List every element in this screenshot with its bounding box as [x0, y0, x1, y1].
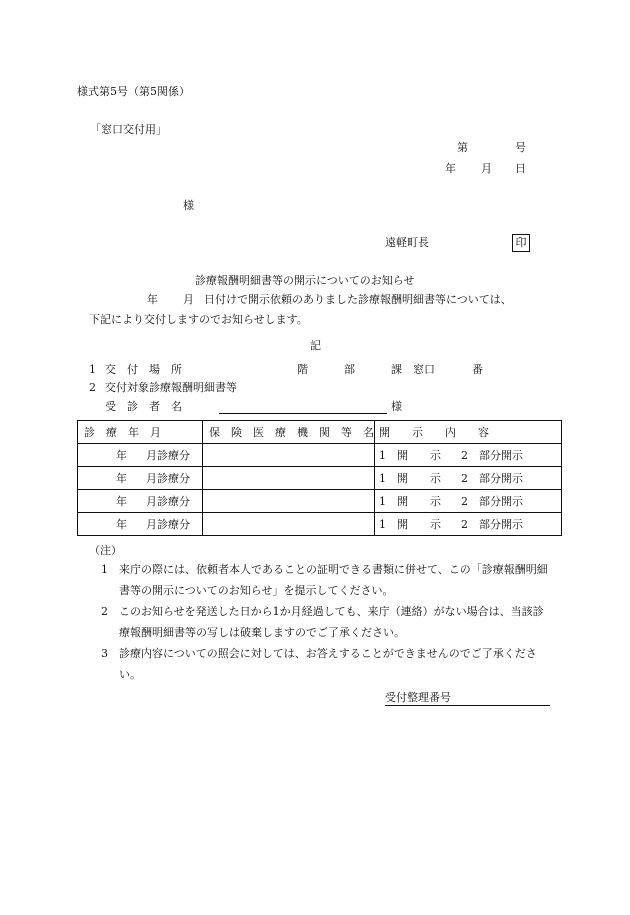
row-month-label: 月診療分	[146, 495, 190, 508]
item1-window-number: 番	[472, 363, 483, 376]
option-partial: 2 部分開示	[461, 449, 523, 462]
item2-label: 交付対象診療報酬明細書等	[105, 381, 237, 394]
option-disclose: 1 開 示	[379, 518, 441, 531]
option-disclose: 1 開 示	[379, 495, 441, 508]
date-year: 年	[445, 162, 456, 175]
row-year: 年	[116, 472, 127, 485]
date-month: 月	[481, 162, 492, 175]
date-day: 日	[515, 162, 526, 175]
note-text: 来庁の際には、依頼者本人であることの証明できる書類に併せて、この「診療報酬明細書等の開示についてのお知らせ」を提示してください。	[119, 563, 548, 597]
item1-number: 1	[89, 363, 96, 376]
row-year: 年	[116, 449, 127, 462]
window-delivery-label: 「窓口交付用」	[90, 123, 167, 136]
table-row	[78, 490, 562, 513]
body-line-2: 下記により交付しますのでお知らせします。	[89, 313, 308, 326]
doc-number-suffix: 号	[515, 141, 526, 154]
option-partial: 2 部分開示	[461, 495, 523, 508]
patient-name-line	[219, 413, 387, 414]
disclosure-table	[77, 420, 562, 536]
item1-department: 部	[344, 363, 355, 376]
row-month-label: 月診療分	[146, 449, 190, 462]
table-row	[78, 444, 562, 467]
row-year: 年	[116, 495, 127, 508]
body-line-1: 日付けで開示依頼のありました診療報酬明細書等については、	[204, 293, 512, 306]
note-number: 2	[101, 605, 108, 618]
notice-title: 診療報酬明細書等の開示についてのお知らせ	[195, 274, 415, 287]
row-month-label: 月診療分	[146, 518, 190, 531]
patient-name-suffix: 様	[391, 400, 402, 413]
row-year: 年	[116, 518, 127, 531]
header-month: 診 療 年 月	[84, 426, 161, 439]
body-year: 年	[147, 293, 158, 306]
option-partial: 2 部分開示	[461, 472, 523, 485]
addressee-suffix: 様	[183, 199, 194, 212]
item1-label: 交 付 場 所	[105, 363, 182, 376]
note-text: 診療内容についての照会に対しては、お答えすることができませんのでご了承ください。	[119, 647, 537, 681]
form-number: 様式第5号（第5関係）	[77, 85, 190, 98]
table-row	[78, 467, 562, 490]
option-disclose: 1 開 示	[379, 472, 441, 485]
note-number: 1	[101, 563, 108, 576]
item2-number: 2	[89, 381, 96, 394]
issuer-name: 遠軽町長	[385, 236, 429, 249]
seal-mark: 印	[512, 234, 530, 252]
item1-section: 課 窓口	[391, 363, 435, 376]
receipt-number-line	[385, 705, 550, 706]
option-disclose: 1 開 示	[379, 449, 441, 462]
table-header-row	[78, 421, 562, 444]
option-partial: 2 部分開示	[461, 518, 523, 531]
row-month-label: 月診療分	[146, 472, 190, 485]
ki-heading: 記	[310, 339, 321, 352]
header-content: 開 示 内 容	[379, 426, 489, 439]
body-month: 月	[183, 293, 194, 306]
receipt-number-label: 受付整理番号	[385, 691, 451, 704]
note-text: このお知らせを発送した日から1か月経過しても、来庁（連絡）がない場合は、当該診療報酬明細書等の写しは破棄しますのでご了承ください。	[119, 605, 544, 639]
note-number: 3	[101, 647, 108, 660]
header-institution: 保 険 医 療 機 関 等 名	[209, 426, 374, 439]
table-row	[78, 513, 562, 536]
notes-title: （注）	[89, 544, 122, 557]
item1-floor: 階	[297, 363, 308, 376]
doc-number-prefix: 第	[457, 141, 468, 154]
patient-name-label: 受 診 者 名	[105, 400, 182, 413]
